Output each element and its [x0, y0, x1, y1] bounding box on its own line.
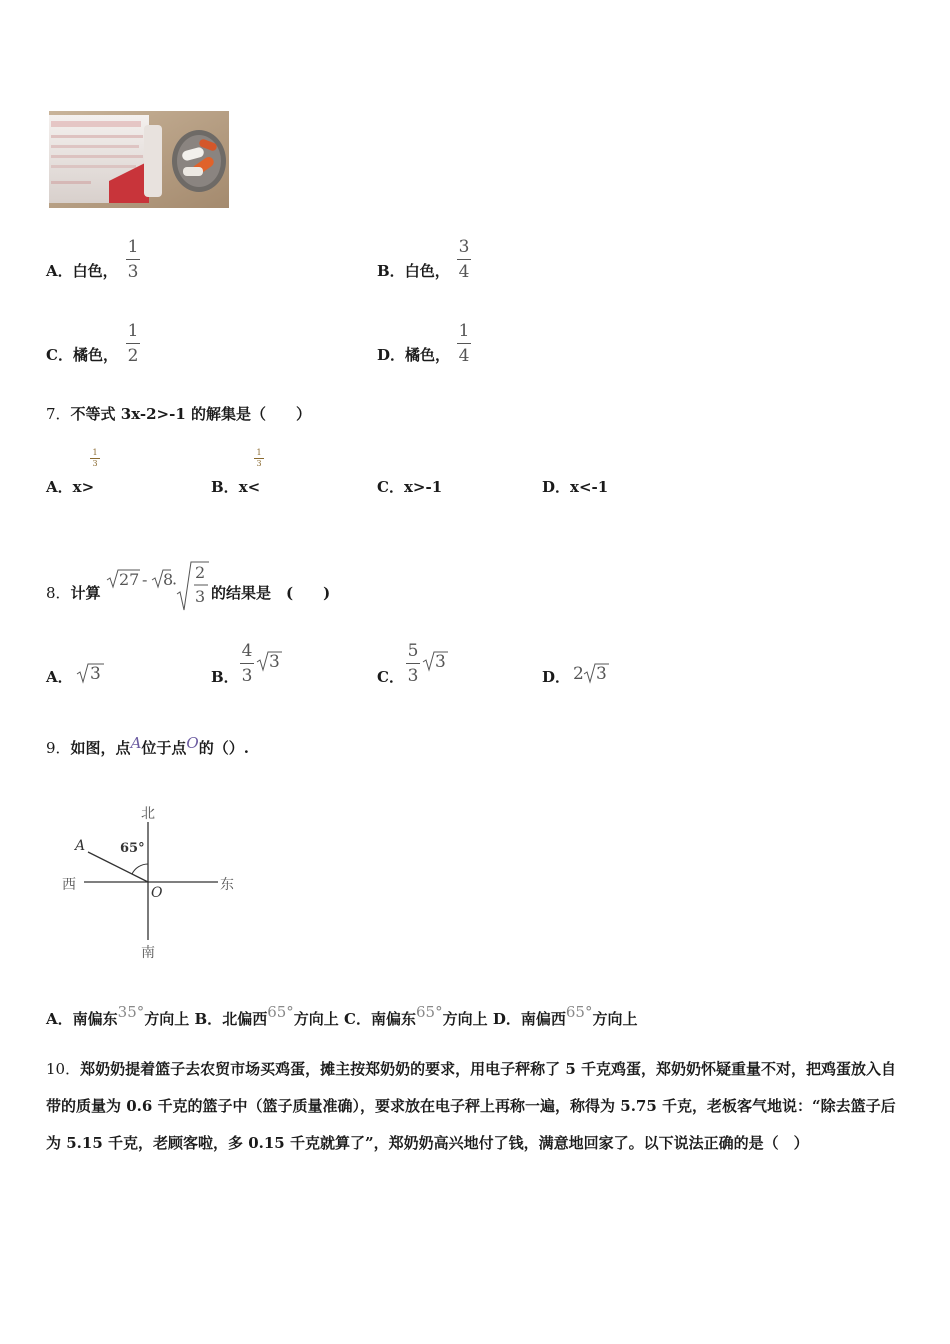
- denominator: 3: [127, 262, 139, 282]
- option-letter: C．: [46, 346, 73, 364]
- q8-option-a-value: [76, 660, 106, 686]
- option-letter: D．: [377, 346, 406, 364]
- coefficient: 2: [573, 664, 584, 684]
- stem-text: 的（）.: [198, 739, 249, 757]
- option-text: 白色，: [72, 262, 118, 280]
- q7-option-b[interactable]: [211, 477, 260, 497]
- q8-suffix: [211, 583, 330, 603]
- numerator: 1: [256, 448, 262, 457]
- option-text: x>: [72, 478, 95, 496]
- radicand-27: 27: [119, 570, 140, 589]
- numerator: 4: [241, 641, 253, 661]
- compass-west: 西: [62, 877, 76, 893]
- q6-option-d-fraction: [457, 321, 471, 366]
- radicand: 3: [596, 664, 607, 684]
- q6-option-c-fraction: [126, 321, 140, 366]
- option-letter: C．: [344, 1010, 371, 1028]
- option-letter: B．: [377, 262, 405, 280]
- question-text: 不等式 3x-2>-1 的解集是（ ）: [70, 405, 312, 423]
- q6-option-a[interactable]: [46, 261, 118, 281]
- angle-label: 65°: [120, 841, 145, 856]
- question-prefix: 计算: [70, 584, 101, 602]
- option-text: 方向上: [442, 1010, 488, 1028]
- q9-option-a[interactable]: [46, 1003, 189, 1028]
- q7-option-a-fraction: [90, 449, 100, 468]
- numerator: 5: [407, 641, 419, 661]
- option-text: 南偏东: [72, 1010, 118, 1028]
- stem-text: 位于点: [141, 739, 187, 757]
- q8-option-d[interactable]: [542, 667, 570, 687]
- option-text: x<-1: [570, 478, 609, 496]
- q8-option-b[interactable]: [211, 667, 239, 687]
- point-o-label: O: [186, 734, 199, 752]
- q9-stem: [46, 734, 249, 758]
- numerator: 1: [92, 448, 98, 457]
- compass-south: 南: [141, 945, 155, 961]
- option-degree: 65°: [267, 1003, 294, 1021]
- compass-diagram: [58, 800, 248, 965]
- option-text: 橘色，: [72, 346, 118, 364]
- option-letter: C．: [377, 668, 404, 686]
- option-letter: D．: [542, 668, 571, 686]
- point-a-label: A: [130, 734, 142, 752]
- q9-option-b[interactable]: [195, 1003, 339, 1028]
- denominator: 4: [458, 262, 470, 282]
- option-text: 方向上: [144, 1010, 190, 1028]
- radicand: 3: [435, 652, 446, 672]
- option-letter: B．: [211, 668, 239, 686]
- q7-option-d[interactable]: [542, 477, 608, 497]
- q9-options: [46, 1003, 638, 1029]
- option-letter: A．: [46, 262, 73, 280]
- q6-option-b[interactable]: [377, 261, 450, 281]
- numerator: 3: [458, 237, 470, 257]
- question-number: 7．: [46, 405, 71, 423]
- question-number: 10．: [46, 1060, 81, 1078]
- denominator: 3: [241, 666, 253, 686]
- q8-option-c-fraction: [406, 641, 420, 686]
- radicand: 3: [90, 664, 101, 684]
- point-o: O: [151, 885, 163, 901]
- option-letter: A．: [46, 1010, 73, 1028]
- option-text: 方向上: [592, 1010, 638, 1028]
- pill-bottle-photo: [49, 111, 229, 208]
- radicand: 3: [269, 652, 280, 672]
- option-letter: D．: [542, 478, 571, 496]
- numerator: 1: [458, 321, 470, 341]
- q8-option-c[interactable]: [377, 667, 404, 687]
- denominator: 2: [127, 346, 139, 366]
- q8-stem: [46, 583, 101, 603]
- option-letter: B．: [211, 478, 239, 496]
- option-letter: A．: [46, 478, 73, 496]
- q8-option-c-radical: [422, 648, 448, 674]
- question-number: 8．: [46, 584, 71, 602]
- compass-north: 北: [141, 806, 155, 822]
- q6-option-a-fraction: [126, 237, 140, 282]
- option-letter: C．: [377, 478, 404, 496]
- question-suffix: 的结果是 ( ): [211, 584, 331, 602]
- compass-east: 东: [220, 877, 234, 893]
- question-number: 9．: [46, 739, 71, 757]
- q8-expression: [105, 560, 211, 612]
- option-letter: A．: [46, 668, 73, 686]
- minus-sign: -: [142, 570, 148, 589]
- q8-option-d-value: [573, 660, 613, 686]
- option-degree: 35°: [117, 1003, 145, 1021]
- q6-option-b-fraction: [457, 237, 471, 282]
- question-text: 郑奶奶提着篮子去农贸市场买鸡蛋，摊主按郑奶奶的要求，用电子秤称了 5 千克鸡蛋，郑奶奶怀疑重量不对，把鸡蛋放入自带的质量为 0.6 千克的篮子中（篮子质量准确），要求放在电子秤上再称一遍，称得为 5.75 千克，老板客气地说：“除去篮子后为 5.15 千克，老顾客啦，多 0.15 千克就算了”，郑奶奶高兴地付了钱，满意地回家了。以下说法正确的是（ ）: [46, 1060, 896, 1152]
- option-letter: D．: [492, 1010, 521, 1028]
- option-degree: 65°: [565, 1003, 593, 1021]
- option-text: 北偏西: [222, 1010, 268, 1028]
- numerator: 1: [127, 321, 139, 341]
- q8-option-b-radical: [256, 648, 282, 674]
- stem-text: 如图，点: [70, 739, 131, 757]
- radicand-numerator: 2: [195, 563, 206, 582]
- denominator: 3: [407, 666, 419, 686]
- q7-option-a[interactable]: [46, 477, 94, 497]
- denominator: 4: [458, 346, 470, 366]
- denominator: 3: [256, 459, 262, 468]
- q7-option-b-fraction: [254, 449, 264, 468]
- q8-option-b-fraction: [240, 641, 254, 686]
- option-text: 南偏东: [371, 1010, 417, 1028]
- option-text: x<: [238, 478, 261, 496]
- q9-option-c[interactable]: [344, 1003, 488, 1028]
- option-text: 方向上: [293, 1010, 339, 1028]
- denominator: 3: [92, 459, 98, 468]
- point-a: A: [75, 838, 86, 854]
- radicand-8: 8: [163, 570, 174, 589]
- q10-stem: [46, 1051, 906, 1162]
- option-text: 南偏西: [520, 1010, 566, 1028]
- radicand-denominator: 3: [195, 587, 206, 606]
- q6-option-c[interactable]: [46, 345, 118, 365]
- option-text: 橘色，: [405, 346, 451, 364]
- multiply-dot: ·: [172, 574, 178, 593]
- q8-option-a[interactable]: [46, 667, 73, 687]
- option-letter: B．: [194, 1010, 223, 1028]
- q9-option-d[interactable]: [493, 1003, 638, 1028]
- q6-option-d[interactable]: [377, 345, 450, 365]
- numerator: 1: [127, 237, 139, 257]
- q7-stem: [46, 404, 311, 424]
- option-text: x>-1: [403, 478, 443, 496]
- option-text: 白色，: [404, 262, 450, 280]
- option-degree: 65°: [416, 1003, 443, 1021]
- q7-option-c[interactable]: [377, 477, 442, 497]
